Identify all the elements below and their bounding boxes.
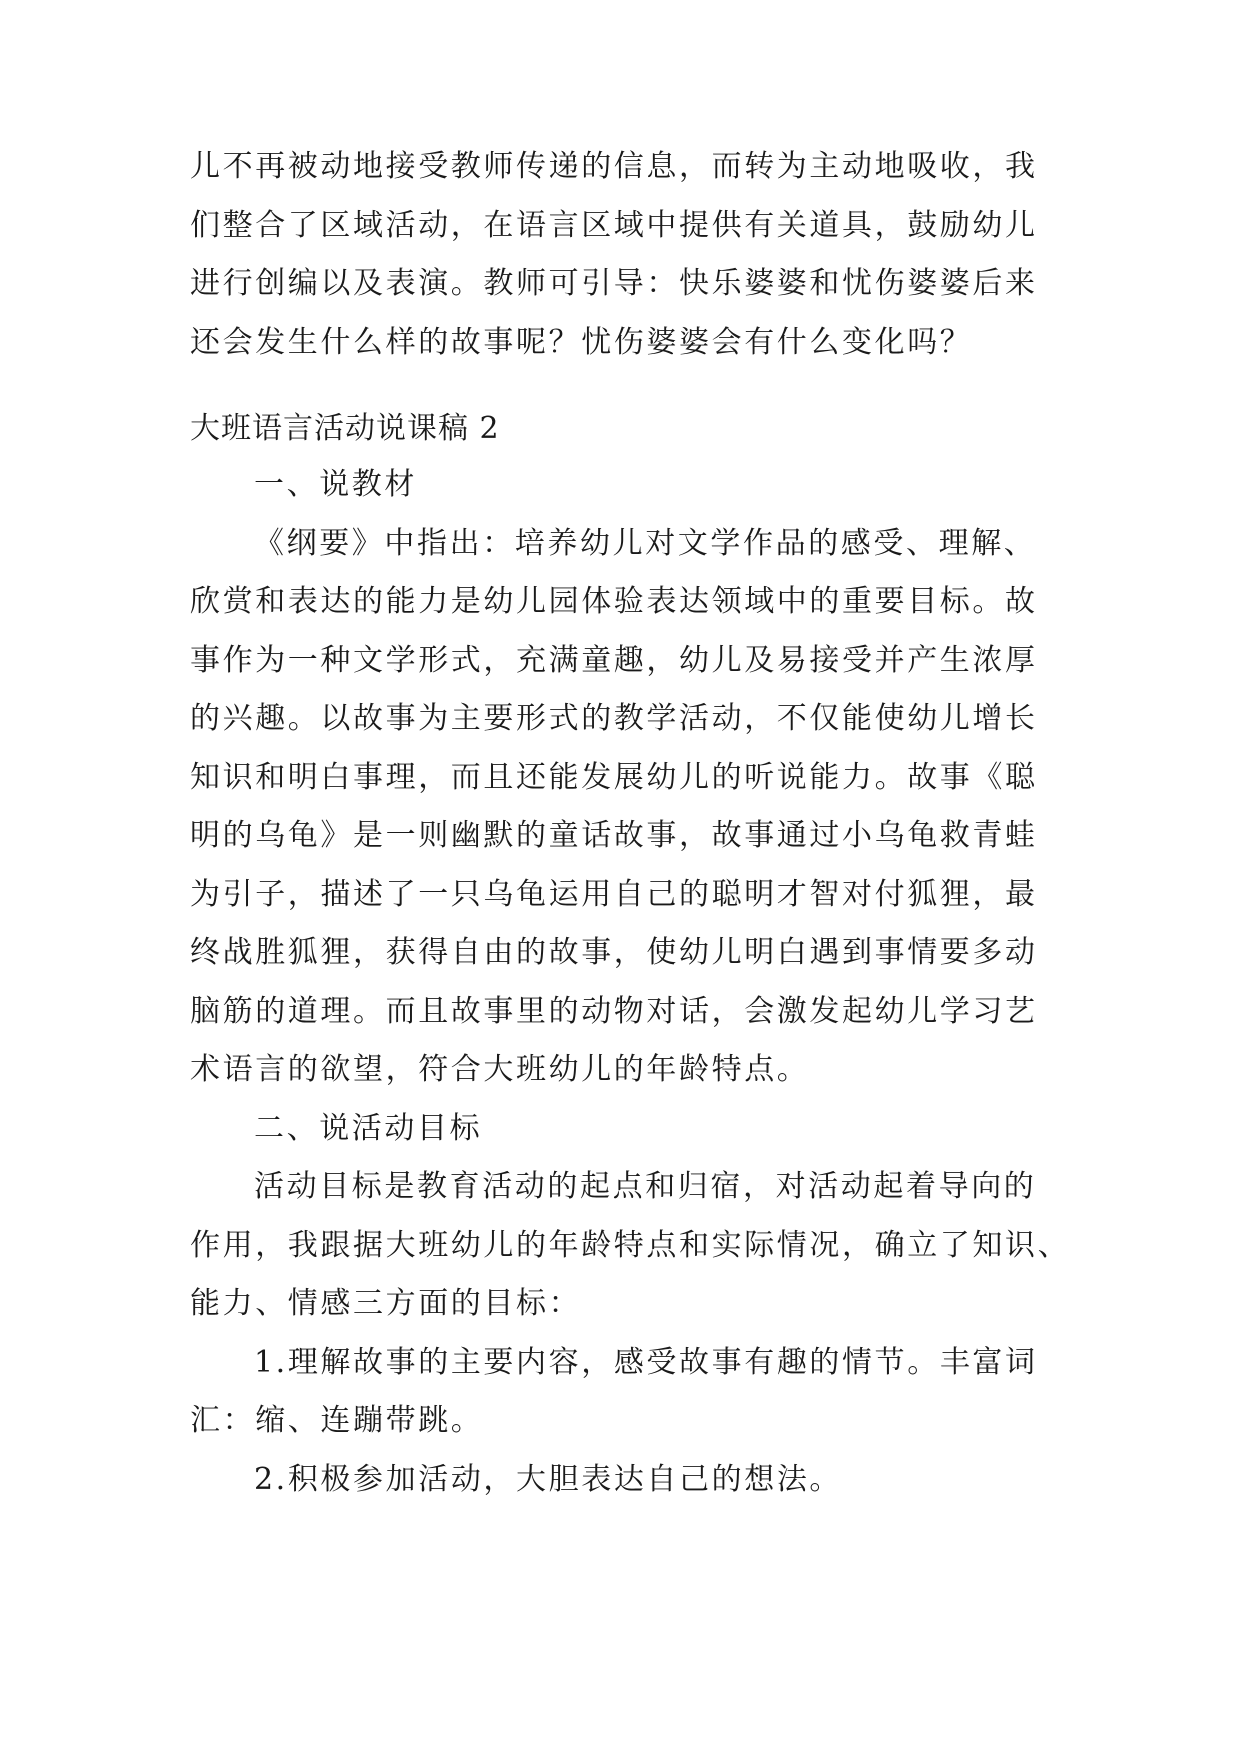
text-line: 进行创编以及表演。教师可引导：快乐婆婆和忧伤婆婆后来 — [190, 266, 1038, 301]
text-line: 还会发生什么样的故事呢？忧伤婆婆会有什么变化吗？ — [190, 324, 973, 360]
text-line: 为引子，描述了一只乌龟运用自己的聪明才智对付狐狸，最 — [190, 876, 1038, 912]
text-line: 知识和明白事理，而且还能发展幼儿的听说能力。故事《聪 — [190, 759, 1038, 795]
subheading-goals: 二、说活动目标 — [254, 1110, 483, 1146]
text-line: 术语言的欲望，符合大班幼儿的年龄特点。 — [190, 1052, 810, 1087]
text-line: 们整合了区域活动，在语言区域中提供有关道具，鼓励幼儿 — [190, 207, 1038, 243]
text-line: 汇：缩、连蹦带跳。 — [190, 1403, 484, 1438]
body-text — [190, 456, 1070, 1509]
list-item: 1.理解故事的主要内容，感受故事有趣的情节。丰富词 — [254, 1344, 1038, 1380]
list-item: 2.积极参加活动，大胆表达自己的想法。 — [254, 1461, 843, 1497]
section-title: 大班语言活动说课稿 2 — [190, 411, 500, 446]
text-line: 儿不再被动地接受教师传递的信息，而转为主动地吸收，我 — [190, 149, 1038, 184]
text-line: 活动目标是教育活动的起点和归宿，对活动起着导向的 — [254, 1169, 1037, 1204]
text-line: 作用，我跟据大班幼儿的年龄特点和实际情况，确立了知识、 — [190, 1227, 1071, 1263]
intro-paragraph — [190, 138, 1070, 372]
text-line: 脑筋的道理。而且故事里的动物对话，会激发起幼儿学习艺 — [190, 993, 1038, 1029]
text-line: 事作为一种文学形式，充满童趣，幼儿及易接受并产生浓厚 — [190, 642, 1038, 678]
text-line: 能力、情感三方面的目标： — [190, 1286, 582, 1321]
text-line: 终战胜狐狸，获得自由的故事，使幼儿明白遇到事情要多动 — [190, 935, 1038, 970]
text-line: 《纲要》中指出：培养幼儿对文学作品的感受、理解、 — [254, 525, 1037, 561]
text-line: 的兴趣。以故事为主要形式的教学活动，不仅能使幼儿增长 — [190, 701, 1038, 736]
subheading-materials: 一、说教材 — [254, 467, 417, 502]
text-line: 欣赏和表达的能力是幼儿园体验表达领域中的重要目标。故 — [190, 584, 1038, 619]
text-line: 明的乌龟》是一则幽默的童话故事，故事通过小乌龟救青蛙 — [190, 818, 1038, 853]
